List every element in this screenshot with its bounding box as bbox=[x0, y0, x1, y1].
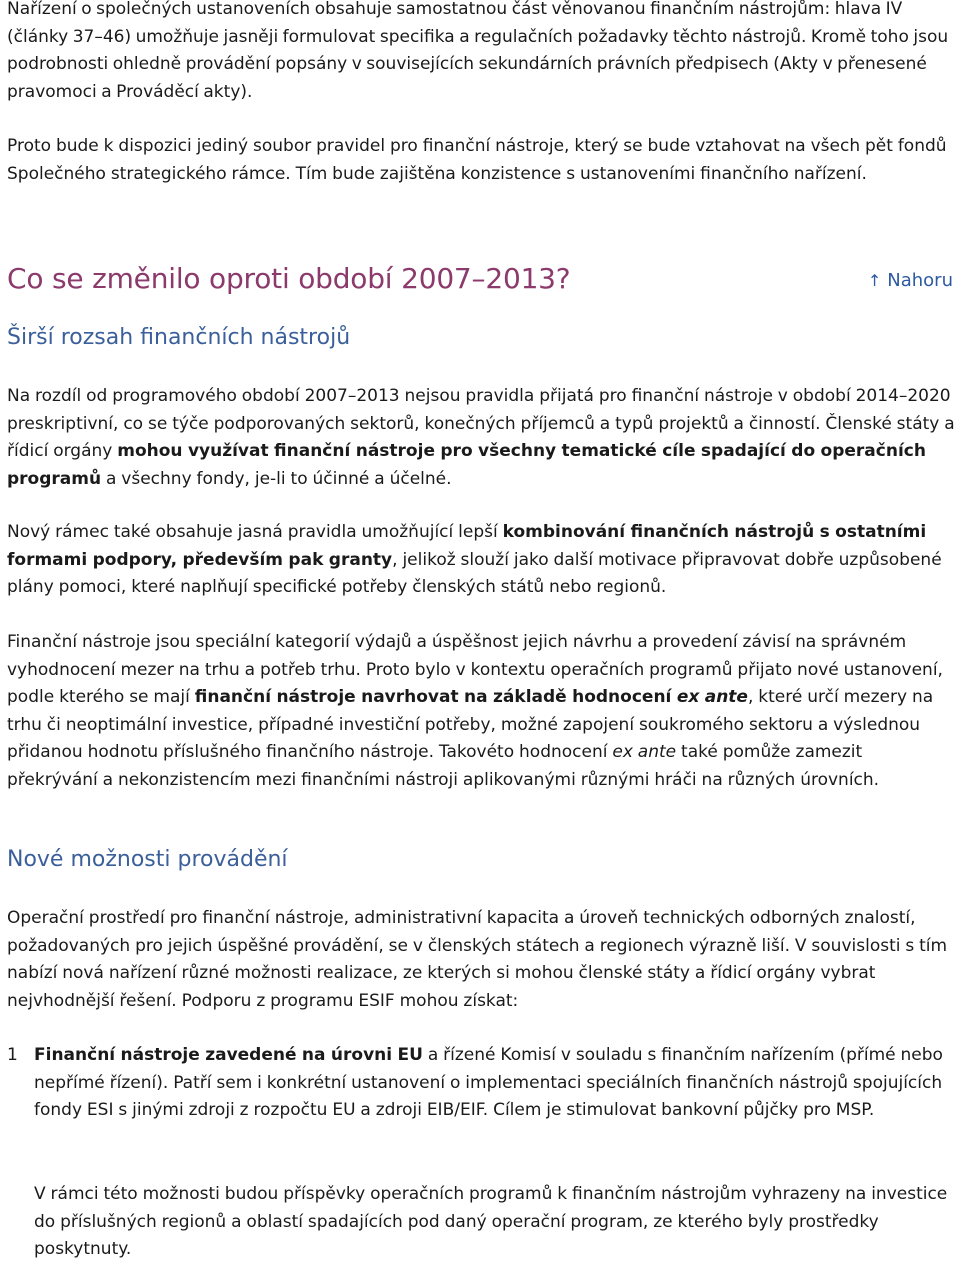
scope-p2-text: Nový rámec také obsahuje jasná pravidla umožňující lepší bbox=[7, 522, 503, 542]
scope-p1-text-end: a všechny fondy, je-li to účinné a účelné. bbox=[101, 468, 452, 489]
subheading-scope: Širší rozsah finančních nástrojů bbox=[7, 325, 351, 350]
scope-p3-text-end: také pomůže zamezit překrývání a nekonzistencím mezi finančními nástroji aplikovanými různými hráči na různých úrovních. bbox=[7, 742, 880, 790]
scope-p3-bold-text: finanční nástroje navrhovat na základě hodnocení bbox=[194, 687, 677, 707]
subheading-options: Nové možnosti provádění bbox=[7, 847, 288, 872]
scope-p1-bold: mohou využívat finanční nástroje pro všechny tematické cíle spadající do operačních programů bbox=[7, 441, 926, 489]
intro-paragraph-2: Proto bude k dispozici jediný soubor pravidel pro finanční nástroje, který se bude vztahovat na všech pět fondů Společného strategického rámce. Tím bude zajištěna konzistence s ustanoveními finančního nařízení. bbox=[7, 136, 947, 184]
list-item-body bbox=[34, 1042, 955, 1125]
back-to-top-label: Nahoru bbox=[887, 270, 953, 291]
list-item-number: 1 bbox=[7, 1045, 18, 1065]
scope-p2-bold: kombinování finančních nástrojů s ostatními formami podpory, především pak granty bbox=[7, 522, 927, 570]
list-item-bold: Finanční nástroje zavedené na úrovni EU bbox=[34, 1045, 423, 1065]
list-item-text: a řízené Komisí v souladu s finančním nařízením (přímé nebo nepřímé řízení). Patří sem i konkrétní ustanovení o implementaci speciálních finančních nástrojů spojujících fondy ESI s jinými zdroji z rozpočtu EU a zdroji EIB/EIF. Cílem je stimulovat bankovní půjčky pro MSP. bbox=[34, 1045, 943, 1120]
back-to-top-link[interactable] bbox=[868, 270, 953, 291]
list-item-body-2: V rámci této možnosti budou příspěvky operačních programů k finančním nástrojům vyhrazeny na investice do příslušných regionů a oblastí spadajících pod daný operační program, ze kterého byly prostředky poskytnuty. bbox=[34, 1184, 948, 1259]
scope-paragraph-2 bbox=[7, 519, 955, 602]
scope-p2-text-end: , jelikož slouží jako další motivace připravovat dobře uzpůsobené plány pomoci, které naplňují specifické potřeby členských států nebo regionů. bbox=[7, 549, 942, 597]
section-title: Co se změnilo oproti období 2007–2013? bbox=[7, 262, 571, 295]
options-paragraph-1: Operační prostředí pro finanční nástroje, administrativní kapacita a úroveň technických odborných znalostí, požadovaných pro jejich úspěšné provádění, se v členských státech a regionech výrazně liší. V souvislosti s tím nabízí nová nařízení různé možnosti realizace, ze kterých si mohou členské státy a řídicí orgány vybrat nejvhodnější řešení. Podporu z programu ESIF mohou získat: bbox=[7, 908, 948, 1011]
scope-paragraph-1 bbox=[7, 383, 955, 493]
intro-paragraph-1: Nařízení o společných ustanoveních obsahuje samostatnou část věnovanou finančním nástrojům: hlava IV (články 37–46) umožňuje jasněji formulovat specifika a regulačních požadavky těchto nástrojů. Kromě toho jsou podrobnosti ohledně provádění popsány v souvisejících sekundárních právních předpisech (Akty v přenesené pravomoci a Prováděcí akty). bbox=[7, 0, 949, 102]
scope-paragraph-3 bbox=[7, 629, 955, 794]
scope-p3-text-mid: , které určí mezery na trhu či neoptimální investice, případné investiční potřeby, možné zapojení soukromého sektoru a výslednou přidanou hodnotu příslušného finančního nástroje. Takovéto hodnocení bbox=[7, 687, 934, 762]
scope-p1-text: Na rozdíl od programového období 2007–2013 nejsou pravidla přijatá pro finanční nástroje v období 2014–2020 preskriptivní, co se týče podporovaných sektorů, konečných příjemců a typů projektů a činností. Členské státy a řídicí orgány bbox=[7, 386, 955, 461]
scope-p3-bold-italic: ex ante bbox=[676, 687, 748, 707]
scope-p3-italic: ex ante bbox=[612, 742, 677, 762]
arrow-up-icon: ↑ bbox=[867, 271, 882, 290]
scope-p3-text: Finanční nástroje jsou speciální kategorií výdajů a úspěšnost jejich návrhu a provedení závisí na správném vyhodnocení mezer na trhu a potřeb trhu. Proto bylo v kontextu operačních programů přijato nové ustanovení, podle kterého se mají bbox=[7, 632, 943, 707]
scope-p3-bold bbox=[195, 687, 748, 707]
